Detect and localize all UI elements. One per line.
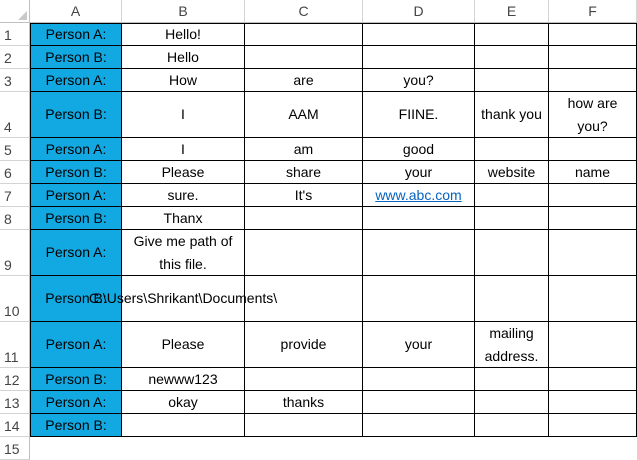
- cell-e6[interactable]: [475, 161, 549, 184]
- row-header-14[interactable]: 14: [0, 414, 30, 437]
- cell-f12[interactable]: [549, 368, 637, 391]
- cell-d5[interactable]: [363, 138, 475, 161]
- cell-text: Person A:: [45, 26, 107, 42]
- cell-text: your: [404, 163, 433, 180]
- cell-text: Person A:: [45, 140, 107, 157]
- cell-text: Person B:: [45, 209, 107, 226]
- cell-f3[interactable]: [549, 69, 637, 92]
- cell-f9[interactable]: [549, 230, 637, 276]
- cell-e10[interactable]: [475, 276, 549, 322]
- cell-text: your: [404, 336, 433, 352]
- cell-text: newww123: [148, 370, 218, 387]
- cell-d14[interactable]: [363, 414, 475, 437]
- column-header-c[interactable]: C: [245, 0, 363, 23]
- cell-e3[interactable]: [475, 69, 549, 92]
- cell-f11[interactable]: [549, 322, 637, 368]
- cell-e2[interactable]: [475, 46, 549, 69]
- cell-b11[interactable]: [122, 322, 245, 368]
- cell-b6[interactable]: [122, 161, 245, 184]
- cell-a5[interactable]: [30, 138, 122, 161]
- cell-f5[interactable]: [549, 138, 637, 161]
- cell-d4[interactable]: [363, 92, 475, 138]
- cell-f13[interactable]: [549, 391, 637, 414]
- cell-b2[interactable]: [122, 46, 245, 69]
- cell-e7[interactable]: [475, 184, 549, 207]
- cell-f1[interactable]: [549, 23, 637, 46]
- row-header-11[interactable]: 11: [0, 322, 30, 368]
- cell-e13[interactable]: [475, 391, 549, 414]
- cell-f4[interactable]: [549, 92, 637, 138]
- cell-f2[interactable]: [549, 46, 637, 69]
- cell-text: Person A:: [45, 393, 107, 410]
- cell-text: FIINE.: [398, 106, 439, 122]
- cell-b8[interactable]: [122, 207, 245, 230]
- cell-b12[interactable]: [122, 368, 245, 391]
- column-header-f[interactable]: F: [549, 0, 637, 23]
- cell-d7[interactable]: [363, 184, 475, 207]
- cell-text: provide: [280, 336, 327, 352]
- cell-c14[interactable]: [245, 414, 363, 437]
- cell-text: Person A:: [45, 336, 107, 352]
- cell-f6[interactable]: [549, 161, 637, 184]
- cell-text: Person B:: [45, 48, 107, 65]
- cell-a9[interactable]: [30, 230, 122, 276]
- cell-e1[interactable]: [475, 23, 549, 46]
- cell-a1[interactable]: [30, 23, 122, 46]
- cell-c2[interactable]: [245, 46, 363, 69]
- cell-e14[interactable]: [475, 414, 549, 437]
- cell-c10[interactable]: [245, 276, 363, 322]
- cell-text: Person B:: [45, 290, 107, 306]
- column-header-e[interactable]: E: [475, 0, 549, 23]
- row-header-9[interactable]: 9: [0, 230, 30, 276]
- cell-text: Person A:: [45, 71, 107, 88]
- cell-b10[interactable]: [88, 276, 278, 322]
- row-header-15[interactable]: 15: [0, 437, 30, 460]
- cell-text: sure.: [167, 186, 199, 203]
- column-header-a[interactable]: A: [30, 0, 122, 23]
- cell-text: am: [293, 140, 314, 157]
- cell-f14[interactable]: [549, 414, 637, 437]
- cell-text: Thanx: [163, 209, 203, 226]
- cell-c1[interactable]: [245, 23, 363, 46]
- cell-d8[interactable]: [363, 207, 475, 230]
- cell-b7[interactable]: [122, 184, 245, 207]
- cell-a7[interactable]: [30, 184, 122, 207]
- column-header-b[interactable]: B: [122, 0, 245, 23]
- cell-text: Please: [161, 336, 205, 352]
- cell-text: I: [181, 106, 185, 122]
- cell-f8[interactable]: [549, 207, 637, 230]
- cell-text: Hello: [167, 48, 199, 65]
- cell-text: Give me path of this file.: [133, 232, 233, 272]
- cell-text: Please: [161, 163, 205, 180]
- cell-f7[interactable]: [549, 184, 637, 207]
- cell-text: good: [402, 140, 435, 157]
- row-header-4[interactable]: 4: [0, 92, 30, 138]
- cell-text: mailing address.: [484, 324, 539, 364]
- cell-c5[interactable]: [245, 138, 363, 161]
- row-header-13[interactable]: 13: [0, 391, 30, 414]
- cell-text: how are you?: [567, 94, 618, 134]
- cell-b3[interactable]: [122, 69, 245, 92]
- cell-c11[interactable]: [245, 322, 363, 368]
- row-header-8[interactable]: 8: [0, 207, 30, 230]
- cell-d11[interactable]: [363, 322, 475, 368]
- row-header-2[interactable]: 2: [0, 46, 30, 69]
- cell-e5[interactable]: [475, 138, 549, 161]
- cell-a4[interactable]: [30, 92, 122, 138]
- cell-c7[interactable]: [245, 184, 363, 207]
- cell-d9[interactable]: [363, 230, 475, 276]
- cell-d6[interactable]: [363, 161, 475, 184]
- cell-e11[interactable]: [475, 322, 549, 368]
- cell-a14[interactable]: [30, 414, 122, 437]
- cell-c3[interactable]: [245, 69, 363, 92]
- cell-a3[interactable]: [30, 69, 122, 92]
- cell-text: name: [574, 163, 611, 180]
- cell-text: thanks: [282, 393, 325, 410]
- cell-text: Person B:: [45, 106, 107, 122]
- cell-b1[interactable]: [122, 23, 245, 46]
- cell-d1[interactable]: [363, 23, 475, 46]
- cell-c6[interactable]: [245, 161, 363, 184]
- cell-b13[interactable]: [122, 391, 245, 414]
- cell-b14[interactable]: [122, 414, 245, 437]
- cell-b4[interactable]: [122, 92, 245, 138]
- cell-a6[interactable]: [30, 161, 122, 184]
- cell-c4[interactable]: [245, 92, 363, 138]
- cell-text: Hello!: [165, 26, 201, 42]
- cell-b5[interactable]: [122, 138, 245, 161]
- row-header-6[interactable]: 6: [0, 161, 30, 184]
- cell-a11[interactable]: [30, 322, 122, 368]
- cell-c9[interactable]: [245, 230, 363, 276]
- column-header-d[interactable]: D: [363, 0, 475, 23]
- cell-text: thank you: [481, 106, 542, 122]
- cell-text: are: [293, 71, 314, 88]
- cell-e9[interactable]: [475, 230, 549, 276]
- row-header-5[interactable]: 5: [0, 138, 30, 161]
- select-all-triangle-icon: [18, 11, 27, 20]
- cell-text: How: [168, 71, 197, 88]
- cell-d13[interactable]: [363, 391, 475, 414]
- cell-text: Person A:: [45, 244, 107, 260]
- hyperlink-text[interactable]: www.abc.com: [375, 186, 462, 203]
- cell-text: C:\Users\Shrikant\Documents\: [88, 290, 278, 306]
- cell-d10[interactable]: [363, 276, 475, 322]
- cell-text: Person B:: [45, 163, 107, 180]
- cell-b9[interactable]: [122, 230, 245, 276]
- cell-text: you?: [403, 71, 434, 88]
- select-all-corner[interactable]: [0, 0, 30, 23]
- cell-text: Person A:: [45, 186, 107, 203]
- cell-text: okay: [168, 393, 198, 410]
- cell-f10[interactable]: [549, 276, 637, 322]
- cell-d3[interactable]: [363, 69, 475, 92]
- cell-d2[interactable]: [363, 46, 475, 69]
- cell-text: Person B:: [45, 370, 107, 387]
- cell-text: I: [181, 140, 185, 157]
- row-header-7[interactable]: 7: [0, 184, 30, 207]
- cell-e12[interactable]: [475, 368, 549, 391]
- cell-c13[interactable]: [245, 391, 363, 414]
- cell-text: share: [285, 163, 322, 180]
- cell-c8[interactable]: [245, 207, 363, 230]
- cell-text: website: [487, 163, 536, 180]
- cell-a12[interactable]: [30, 368, 122, 391]
- row-header-1[interactable]: 1: [0, 23, 30, 46]
- cell-text: AAM: [288, 106, 319, 122]
- row-header-10[interactable]: 10: [0, 276, 30, 322]
- cell-e4[interactable]: [475, 92, 549, 138]
- cell-d12[interactable]: [363, 368, 475, 391]
- cell-a13[interactable]: [30, 391, 122, 414]
- cell-e8[interactable]: [475, 207, 549, 230]
- row-header-12[interactable]: 12: [0, 368, 30, 391]
- cell-a8[interactable]: [30, 207, 122, 230]
- cell-c12[interactable]: [245, 368, 363, 391]
- row-header-3[interactable]: 3: [0, 69, 30, 92]
- cell-a2[interactable]: [30, 46, 122, 69]
- cell-text: It's: [294, 186, 313, 203]
- cell-text: Person B:: [45, 416, 107, 433]
